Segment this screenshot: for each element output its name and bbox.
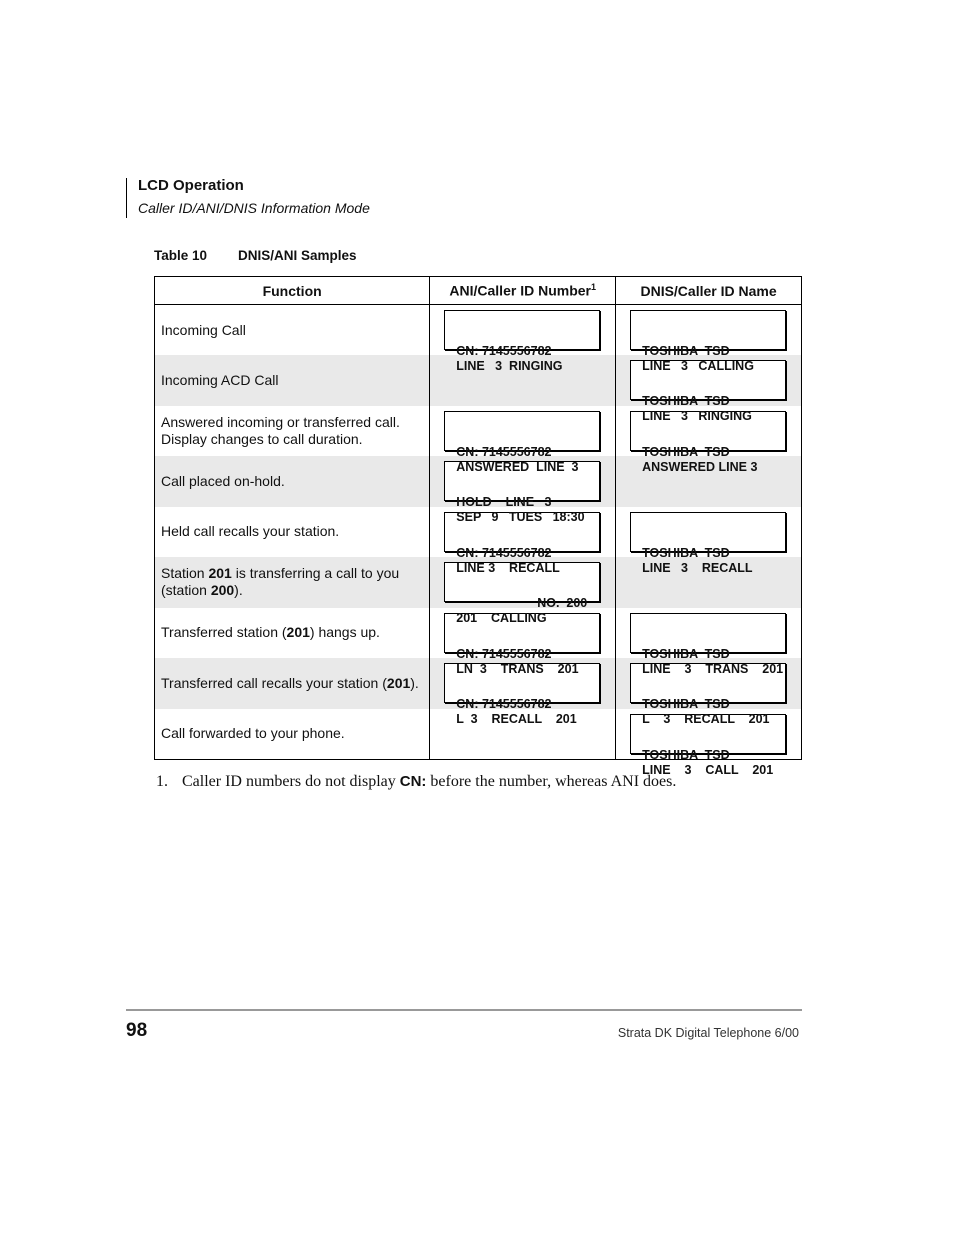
footnote: 1. Caller ID numbers do not display CN: before the number, whereas ANI does. — [156, 773, 677, 790]
page-number: 98 — [126, 1020, 148, 1041]
section-subtitle: Caller ID/ANI/DNIS Information Mode — [138, 200, 370, 216]
function-cell: Call forwarded to your phone. — [155, 709, 430, 760]
function-cell: Station 201 is transferring a call to you (station 200). — [155, 557, 430, 608]
lcd-display: CN: 7145556782 ANSWERED LINE 3 — [444, 411, 600, 451]
dnis-cell — [616, 507, 802, 575]
header-function: Function — [155, 277, 430, 305]
lcd-display: CN: 7145556782 L 3 RECALL 201 — [444, 663, 600, 703]
header-rule — [126, 178, 127, 218]
lcd-display: TOSHIBA TSD LINE 3 TRANS 201 — [630, 613, 786, 653]
lcd-display: TOSHIBA TSD LINE 3 RECALL — [630, 512, 786, 552]
header-dnis: DNIS/Caller ID Name — [616, 277, 802, 305]
lcd-display: CN: 7145556782 LINE 3 RECALL — [444, 512, 600, 552]
header-ani: ANI/Caller ID Number$^1$ — [430, 277, 616, 305]
lcd-display: TOSHIBA TSD LINE 3 CALL 201 — [630, 714, 786, 754]
function-cell: Held call recalls your station. — [155, 507, 430, 558]
table-row — [155, 305, 802, 356]
lcd-display: NO. 200 201 CALLING — [444, 562, 600, 602]
footnote-number: 1. — [156, 773, 168, 790]
function-cell: Incoming ACD Call — [155, 355, 430, 406]
function-cell: Call placed on-hold. — [155, 456, 430, 507]
table-title: DNIS/ANI Samples — [238, 248, 357, 263]
footer-rule — [126, 1009, 802, 1011]
ani-cell — [430, 406, 616, 474]
function-cell: Incoming Call — [155, 305, 430, 356]
lcd-display: TOSHIBA TSD LINE 3 CALLING — [630, 310, 786, 350]
table-header-row — [155, 277, 802, 305]
lcd-display: TOSHIBA TSD LINE 3 RINGING — [630, 360, 786, 400]
function-cell: Answered incoming or transferred call. Display changes to call duration. — [155, 406, 430, 457]
lcd-display: CN: 7145556782 LN 3 TRANS 201 — [444, 613, 600, 653]
table-number: Table 10 — [154, 248, 208, 263]
dnis-cell — [616, 305, 802, 373]
footer-title: Strata DK Digital Telephone 6/00 — [617, 1026, 799, 1040]
lcd-display: CN: 7145556782 LINE 3 RINGING — [444, 310, 600, 350]
function-cell: Transferred call recalls your station (201). — [155, 658, 430, 709]
lcd-display: TOSHIBA TSD L 3 RECALL 201 — [630, 663, 786, 703]
lcd-display: TOSHIBA TSD ANSWERED LINE 3 — [630, 411, 786, 451]
dnis-cell — [616, 608, 802, 676]
footnote-code: CN: — [399, 773, 427, 790]
ani-cell — [430, 305, 616, 373]
section-title: LCD Operation — [138, 177, 244, 194]
table-caption — [154, 248, 357, 263]
dnis-ani-table — [154, 276, 802, 777]
footnote-ref: 1 — [590, 282, 596, 293]
lcd-display: HOLD LINE 3 SEP 9 TUES 18:30 — [444, 461, 600, 501]
function-cell: Transferred station (201) hangs up. — [155, 608, 430, 659]
